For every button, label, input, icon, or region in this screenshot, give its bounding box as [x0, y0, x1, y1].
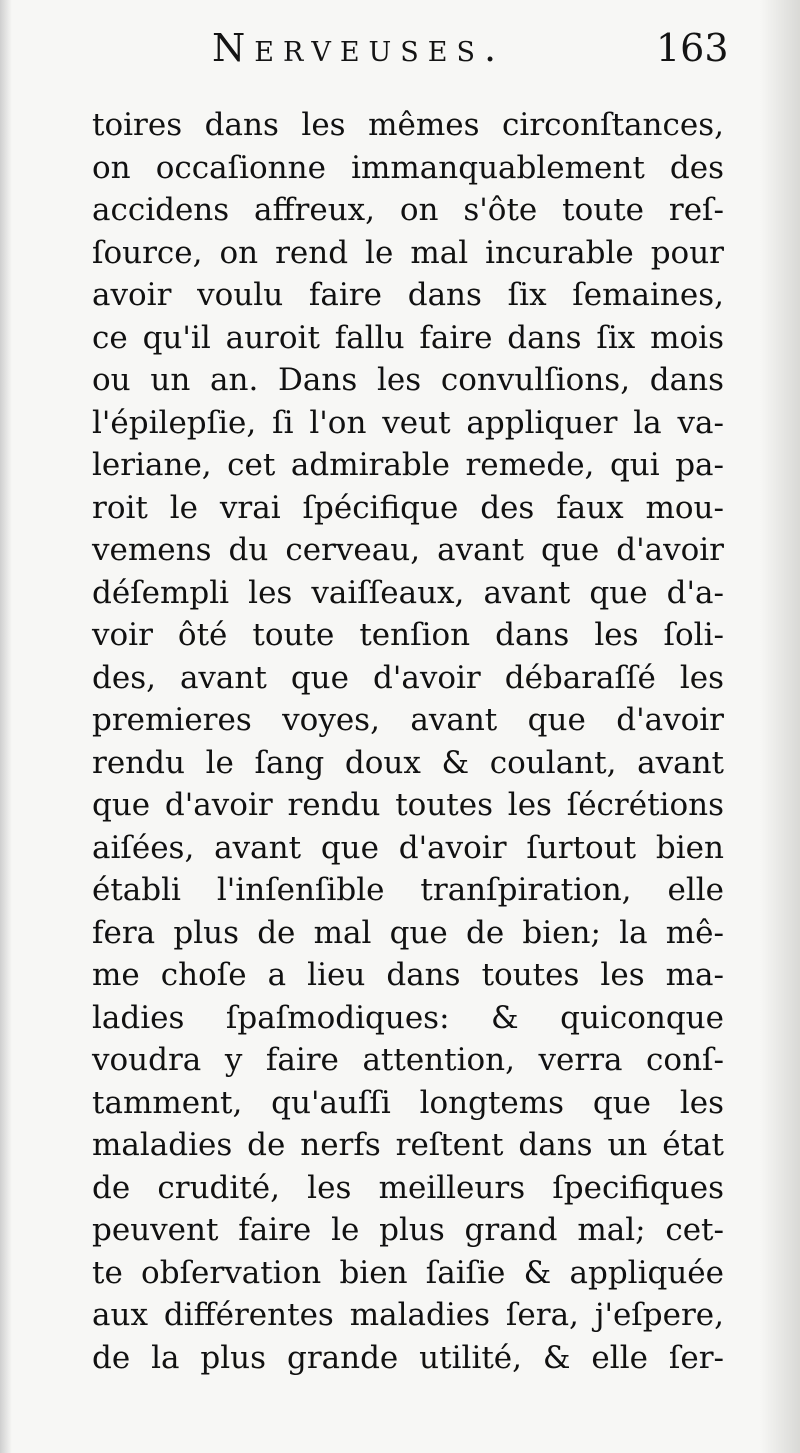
page-header: [0, 26, 800, 76]
page-number: 163: [656, 26, 729, 70]
text-line: des, avant que d'avoir débaraſſé les: [92, 659, 724, 696]
body-text: [92, 104, 724, 1379]
text-line: établi l'inſenſible tranſpiration, elle: [92, 872, 724, 908]
text-line: tamment, qu'auſſi longtems que les: [92, 1084, 724, 1121]
text-line: aiſées, avant que d'avoir ſurtout bien: [92, 829, 724, 866]
text-line: leriane, cet admirable remede, qui pa-: [92, 447, 724, 483]
text-line: ſource, on rend le mal incurable pour: [92, 234, 724, 271]
text-line: de la plus grande utilité, & elle ſer-: [92, 1339, 724, 1376]
text-line: roit le vrai ſpécifique des faux mou-: [92, 489, 724, 526]
text-line: ou un an. Dans les convulſions, dans: [92, 362, 724, 398]
text-line: ladies ſpaſmodiques: & quiconque: [92, 999, 724, 1036]
text-line: peuvent faire le plus grand mal; cet-: [92, 1212, 724, 1248]
running-title: Nerveuses.: [212, 26, 506, 70]
text-line: vemens du cerveau, avant que d'avoir: [92, 532, 724, 568]
page-gutter-shadow: [0, 0, 12, 1453]
text-line: ce qu'il auroit fallu faire dans ſix mois: [92, 319, 724, 356]
text-line: on occaſionne immanquablement des: [92, 149, 724, 186]
page-edge-shadow: [760, 0, 800, 1453]
text-line: accidens affreux, on s'ôte toute reſ-: [92, 192, 724, 228]
text-line: te obſervation bien ſaiſie & appliquée: [92, 1254, 724, 1291]
text-line: aux différentes maladies ſera, j'eſpere,: [92, 1297, 724, 1333]
text-line: voudra y faire attention, verra conſ-: [92, 1042, 724, 1078]
text-line: déſempli les vaiſſeaux, avant que d'a-: [92, 574, 724, 611]
text-line: de crudité, les meilleurs ſpecifiques: [92, 1169, 724, 1206]
text-line: que d'avoir rendu toutes les ſécrétions: [92, 787, 724, 823]
text-line: avoir voulu faire dans ſix ſemaines,: [92, 277, 724, 313]
text-line: voir ôté toute tenſion dans les ſoli-: [92, 617, 724, 653]
text-line: toires dans les mêmes circonſtances,: [92, 107, 724, 143]
text-line: rendu le ſang doux & coulant, avant: [92, 744, 724, 781]
text-line: fera plus de mal que de bien; la mê-: [92, 914, 724, 951]
text-line: me choſe a lieu dans toutes les ma-: [92, 957, 724, 993]
text-line: l'épilepſie, ſi l'on veut appliquer la va-: [92, 404, 724, 441]
text-line: maladies de nerfs reſtent dans un état: [92, 1127, 724, 1163]
text-line: premieres voyes, avant que d'avoir: [92, 702, 724, 738]
